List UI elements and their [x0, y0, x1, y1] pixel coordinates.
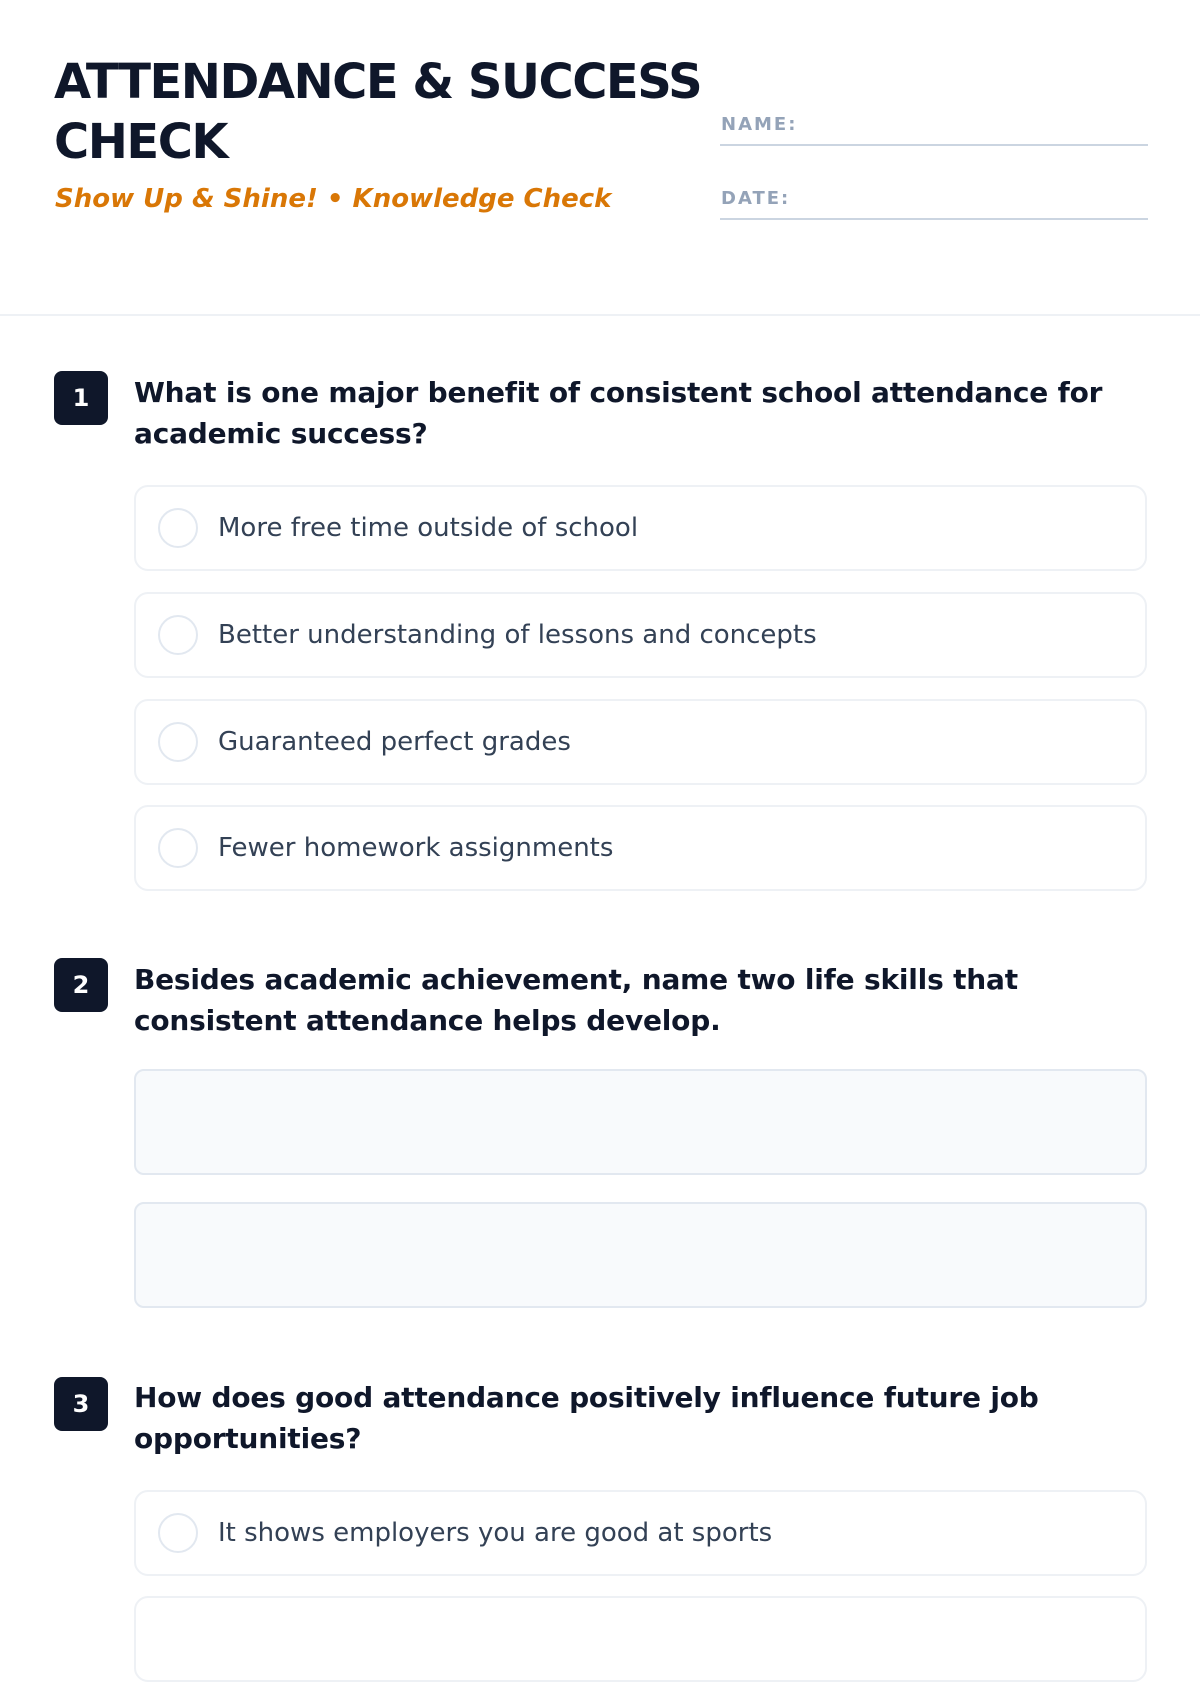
answer-option[interactable]: [134, 1490, 1147, 1576]
question-text: What is one major benefit of consistent school attendance for academic success?: [134, 376, 1103, 450]
option-label: Guaranteed perfect grades: [218, 727, 571, 757]
radio-circle-icon[interactable]: [158, 615, 198, 655]
answer-option[interactable]: [134, 699, 1147, 785]
answer-textbox[interactable]: [134, 1202, 1147, 1308]
radio-circle-icon[interactable]: [158, 722, 198, 762]
date-label: DATE:: [721, 188, 791, 209]
worksheet-header: [0, 0, 1200, 316]
answer-option[interactable]: [134, 485, 1147, 571]
answer-option[interactable]: [134, 592, 1147, 678]
question-text: How does good attendance positively influence future job opportunities?: [134, 1381, 1039, 1455]
radio-circle-icon[interactable]: [158, 828, 198, 868]
radio-circle-icon[interactable]: [158, 1513, 198, 1553]
page-title: ATTENDANCE & SUCCESS CHECK: [54, 54, 702, 170]
question-number-badge: 1: [54, 371, 108, 425]
date-field[interactable]: [720, 180, 1148, 220]
question-number-badge: 2: [54, 958, 108, 1012]
option-label: Better understanding of lessons and concepts: [218, 620, 817, 650]
name-label: NAME:: [721, 114, 798, 135]
page-subtitle: Show Up & Shine! • Knowledge Check: [55, 184, 612, 214]
option-label: More free time outside of school: [218, 513, 639, 543]
question-number-badge: 3: [54, 1377, 108, 1431]
name-field[interactable]: [720, 106, 1148, 146]
radio-circle-icon[interactable]: [158, 508, 198, 548]
answer-option[interactable]: [134, 805, 1147, 891]
answer-textbox[interactable]: [134, 1069, 1147, 1175]
option-label: It shows employers you are good at sports: [218, 1518, 773, 1548]
option-label: Fewer homework assignments: [218, 833, 614, 863]
question-text: Besides academic achievement, name two life skills that consistent attendance helps develop.: [134, 963, 1018, 1037]
answer-option-partial[interactable]: [134, 1596, 1147, 1682]
